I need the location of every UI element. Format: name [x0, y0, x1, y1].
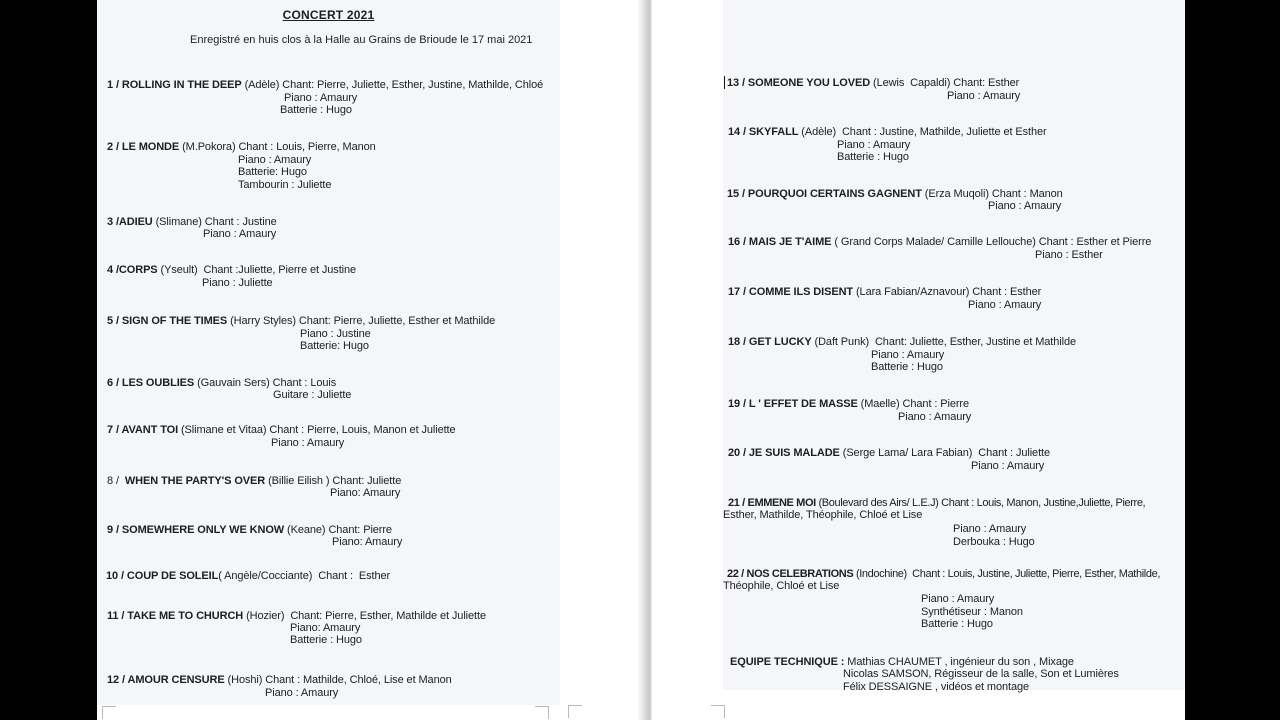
song-line: 5 / SIGN OF THE TIMES (Harry Styles) Chant: Pierre, Juliette, Esther et Mathilde — [107, 315, 496, 327]
song-line: Batterie : Hugo — [871, 361, 943, 373]
song-line: Batterie: Hugo — [238, 166, 307, 178]
letterbox-bar-left — [0, 0, 97, 720]
song-line: 19 / L ' EFFET DE MASSE (Maelle) Chant : Pierre — [728, 398, 970, 410]
song-line: 14 / SKYFALL (Adèle) Chant : Justine, Mathilde, Juliette et Esther — [728, 126, 1047, 138]
song-line: Piano : Amaury — [238, 154, 312, 166]
song-line: 7 / AVANT TOI (Slimane et Vitaa) Chant : Pierre, Louis, Manon et Juliette — [107, 424, 456, 436]
song-line: Piano : Juliette — [202, 277, 273, 289]
song-line: Piano : Amaury — [203, 228, 277, 240]
song-line: Piano : Esther — [1035, 249, 1103, 261]
song-line: Théophile, Chloé et Lise — [723, 580, 840, 592]
song-line: 20 / JE SUIS MALADE (Serge Lama/ Lara Fabian) Chant : Juliette — [728, 447, 1051, 459]
song-line: 21 / EMMENE MOI (Boulevard des Airs/ L.E.J) Chant : Louis, Manon, Justine,Juliette, Pierre, — [728, 497, 1146, 509]
letterbox-bar-right — [1185, 0, 1280, 720]
song-line: 13 / SOMEONE YOU LOVED (Lewis Capaldi) Chant: Esther — [727, 77, 1020, 89]
song-line: Piano : Amaury — [971, 460, 1045, 472]
document-title: CONCERT 2021 — [282, 8, 375, 22]
song-line: 9 / SOMEWHERE ONLY WE KNOW (Keane) Chant: Pierre — [107, 524, 392, 536]
song-line: 18 / GET LUCKY (Daft Punk) Chant: Juliette, Esther, Justine et Mathilde — [728, 336, 1077, 348]
song-line: Piano : Amaury — [988, 200, 1062, 212]
song-line: 10 / COUP DE SOLEIL( Angèle/Cocciante) Chant : Esther — [106, 570, 391, 582]
song-line: Synthétiseur : Manon — [921, 606, 1023, 618]
text-boundary-corner — [568, 705, 582, 718]
song-line: EQUIPE TECHNIQUE : Mathias CHAUMET , ingénieur du son , Mixage — [730, 656, 1074, 668]
song-line: Esther, Mathilde, Théophile, Chloé et Lise — [723, 509, 923, 521]
song-line: 2 / LE MONDE (M.Pokora) Chant : Louis, Pierre, Manon — [107, 141, 376, 153]
song-line: Piano : Amaury — [271, 437, 345, 449]
document-subtitle: Enregistré en huis clos à la Halle au Grains de Brioude le 17 mai 2021 — [190, 34, 533, 46]
song-line: Batterie : Hugo — [280, 104, 352, 116]
song-line: Guitare : Juliette — [273, 389, 352, 401]
text-boundary-corner — [535, 706, 549, 719]
song-line: 8 / WHEN THE PARTY'S OVER (Billie Eilish ) Chant: Juliette — [107, 475, 402, 487]
song-line: Batterie : Hugo — [921, 618, 993, 630]
song-line: Batterie : Hugo — [290, 634, 362, 646]
song-line: Tambourin : Juliette — [238, 179, 332, 191]
song-line: 12 / AMOUR CENSURE (Hoshi) Chant : Mathilde, Chloé, Lise et Manon — [107, 674, 452, 686]
song-line: 6 / LES OUBLIES (Gauvain Sers) Chant : Louis — [107, 377, 337, 389]
text-cursor — [724, 76, 725, 89]
song-line: Piano: Amaury — [290, 622, 361, 634]
song-line: Piano : Amaury — [871, 349, 945, 361]
song-line: Derbouka : Hugo — [953, 536, 1035, 548]
song-line: 4 /CORPS (Yseult) Chant :Juliette, Pierre et Justine — [107, 264, 357, 276]
song-line: Piano : Amaury — [947, 90, 1021, 102]
song-line: Piano: Amaury — [332, 536, 403, 548]
song-line: Piano : Amaury — [284, 92, 358, 104]
song-line: Piano : Amaury — [968, 299, 1042, 311]
song-line: 3 /ADIEU (Slimane) Chant : Justine — [107, 216, 277, 228]
song-line: Félix DESSAIGNE , vidéos et montage — [843, 681, 1030, 693]
text-boundary-corner — [102, 706, 116, 719]
song-line: Piano : Amaury — [921, 593, 995, 605]
song-line: Piano : Amaury — [898, 411, 972, 423]
text-boundary-corner — [711, 705, 725, 718]
song-line: Batterie: Hugo — [300, 340, 369, 352]
song-line: Piano: Amaury — [330, 487, 401, 499]
song-line: 17 / COMME ILS DISENT (Lara Fabian/Aznavour) Chant : Esther — [728, 286, 1042, 298]
song-line: Piano : Amaury — [953, 523, 1027, 535]
song-line: Piano : Amaury — [837, 139, 911, 151]
song-line: 22 / NOS CELEBRATIONS (Indochine) Chant : Louis, Justine, Juliette, Pierre, Esther, Mathilde, — [727, 568, 1161, 580]
song-line: 1 / ROLLING IN THE DEEP (Adèle) Chant: Pierre, Juliette, Esther, Justine, Mathilde, Chloé — [107, 79, 544, 91]
song-line: Piano : Justine — [300, 328, 371, 340]
song-line: Nicolas SAMSON, Régisseur de la salle, Son et Lumières — [843, 668, 1119, 680]
song-line: Batterie : Hugo — [837, 151, 909, 163]
song-line: Piano : Amaury — [265, 687, 339, 699]
song-line: 16 / MAIS JE T'AIME ( Grand Corps Malade/ Camille Lellouche) Chant : Esther et Pierre — [728, 236, 1152, 248]
song-line: 11 / TAKE ME TO CHURCH (Hozier) Chant: Pierre, Esther, Mathilde et Juliette — [107, 610, 486, 622]
song-line: 15 / POURQUOI CERTAINS GAGNENT (Erza Muqoli) Chant : Manon — [727, 188, 1063, 200]
